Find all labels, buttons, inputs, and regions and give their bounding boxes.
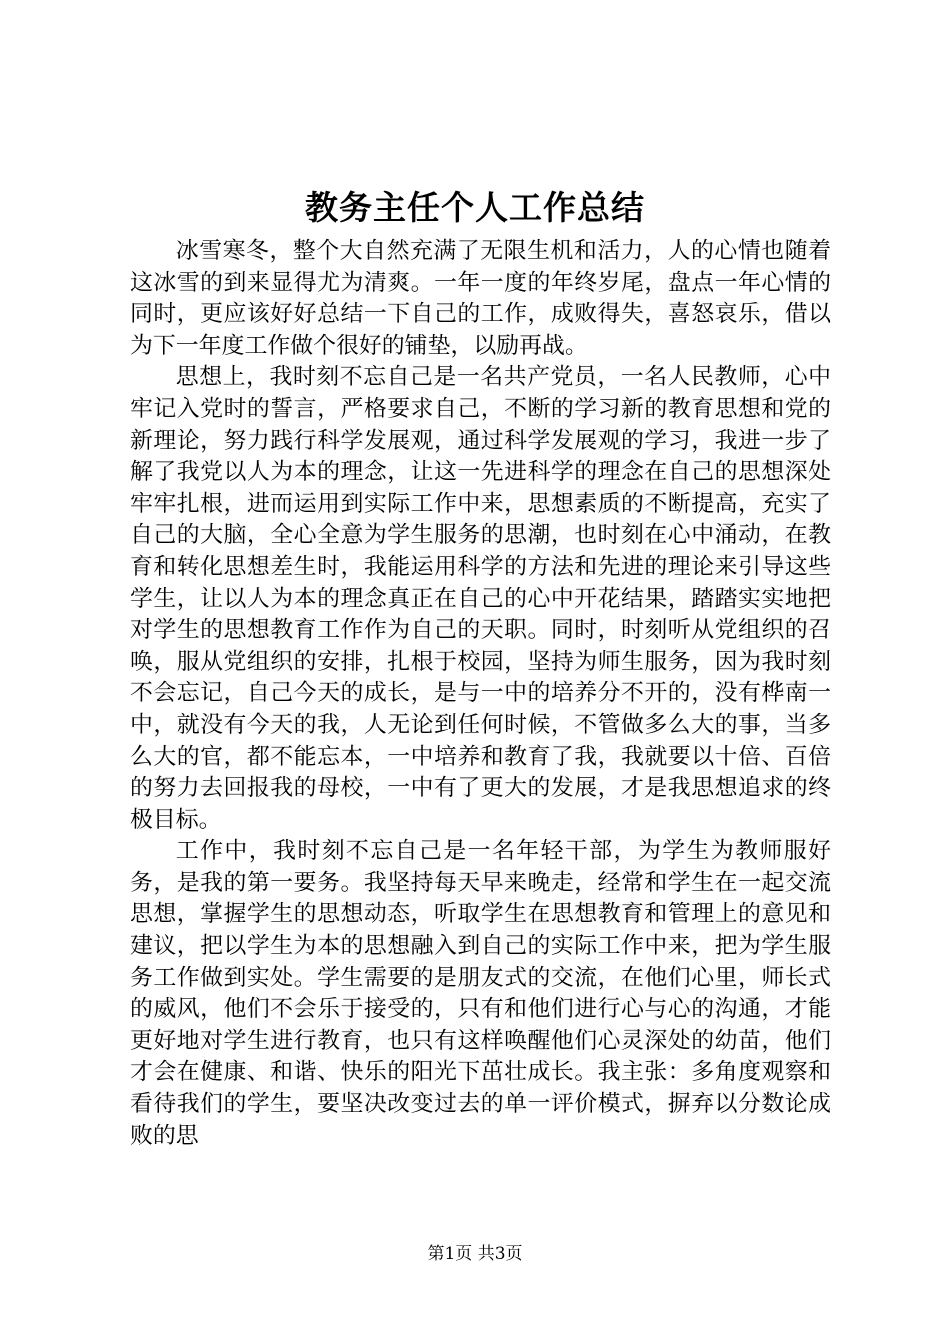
paragraph-intro: 冰雪寒冬，整个大自然充满了无限生机和活力，人的心情也随着这冰雪的到来显得尤为清爽。一年一度的年终岁尾，盘点一年心情的同时，更应该好好总结一下自己的工作，成败得失，喜怒哀乐，借以为下一年度工作做个很好的铺垫，以励再战。 [130,238,831,359]
page-number-footer: 第1页 共3页 [427,1244,523,1264]
paragraph-ideology: 思想上，我时刻不忘自己是一名共产党员，一名人民教师，心中牢记入党时的誓言，严格要求自己，不断的学习新的教育思想和党的新理论，努力践行科学发展观，通过科学发展观的学习，我进一步了解了我党以人为本的理念，让这一先进科学的理念在自己的思想深处牢牢扎根，进而运用到实际工作中来，思想素质的不断提高，充实了自己的大脑，全心全意为学生服务的思潮，也时刻在心中涌动，在教育和转化思想差生时，我能运用科学的方法和先进的理论来引导这些学生，让以人为本的理念真正在自己的心中开花结果，踏踏实实地把对学生的思想教育工作作为自己的天职。同时，时刻听从党组织的召唤，服从党组织的安排，扎根于校园，坚持为师生服务，因为我时刻不会忘记，自己今天的成长，是与一中的培养分不开的，没有桦南一中，就没有今天的我，人无论到任何时候，不管做多么大的事，当多么大的官，都不能忘本，一中培养和教育了我，我就要以十倍、百倍的努力去回报我的母校，一中有了更大的发展，才是我思想追求的终极目标。 [130,364,831,833]
paragraph-work: 工作中，我时刻不忘自己是一名年轻干部，为学生为教师服好务，是我的第一要务。我坚持每天早来晚走，经常和学生在一起交流思想，掌握学生的思想动态，听取学生在思想教育和管理上的意见和建议，把以学生为本的思想融入到自己的实际工作中来，把为学生服务工作做到实处。学生需要的是朋友式的交流，在他们心里，师长式的威风，他们不会乐于接受的，只有和他们进行心与心的沟通，才能更好地对学生进行教育，也只有这样唤醒他们心灵深处的幼苗，他们才会在健康、和谐、快乐的阳光下茁壮成长。我主张：多角度观察和看待我们的学生，要坚决改变过去的单一评价模式，摒弃以分数论成败的思 [130,838,831,1149]
document-body [130,236,831,1152]
document-title: 教务主任个人工作总结 [305,188,645,227]
